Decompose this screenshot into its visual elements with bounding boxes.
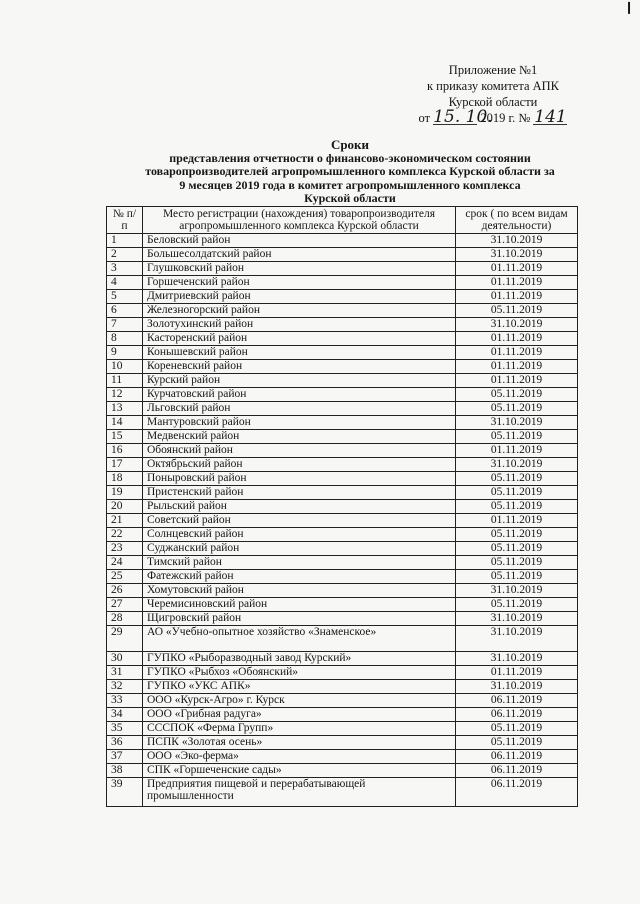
- row-name: Предприятия пищевой и перерабатывающей промышленности: [143, 778, 456, 807]
- row-number: 10: [107, 360, 143, 374]
- row-number: 11: [107, 374, 143, 388]
- row-number: 25: [107, 570, 143, 584]
- table-row: [107, 778, 578, 807]
- row-name: Кореневский район: [143, 360, 456, 374]
- corner-mark: ❙: [623, 0, 634, 14]
- row-date: 31.10.2019: [456, 248, 578, 262]
- table-row: [107, 262, 578, 276]
- row-date: 05.11.2019: [456, 570, 578, 584]
- table-row: [107, 290, 578, 304]
- table-header-row: [107, 207, 578, 234]
- table-row: [107, 542, 578, 556]
- row-name: СПК «Горшеченские сады»: [143, 764, 456, 778]
- table-row: [107, 570, 578, 584]
- row-number: 2: [107, 248, 143, 262]
- row-name: Мантуровский район: [143, 416, 456, 430]
- row-date: 31.10.2019: [456, 416, 578, 430]
- row-name: ГУПКО «Рыбхоз «Обоянский»: [143, 666, 456, 680]
- row-date: 01.11.2019: [456, 332, 578, 346]
- title-line-4: Курской области: [304, 191, 396, 205]
- appendix-line-2: к приказу комитета АПК: [426, 79, 560, 93]
- row-date: 31.10.2019: [456, 318, 578, 332]
- handwritten-date: 15. 10.: [433, 107, 493, 127]
- row-date: 06.11.2019: [456, 750, 578, 764]
- table-row: [107, 722, 578, 736]
- row-name: Беловский район: [143, 234, 456, 248]
- row-date: 01.11.2019: [456, 360, 578, 374]
- row-number: 24: [107, 556, 143, 570]
- row-date: 01.11.2019: [456, 514, 578, 528]
- row-date: 01.11.2019: [456, 276, 578, 290]
- row-number: 28: [107, 612, 143, 626]
- row-number: 12: [107, 388, 143, 402]
- row-date: 05.11.2019: [456, 430, 578, 444]
- row-date: 05.11.2019: [456, 486, 578, 500]
- row-number: 35: [107, 722, 143, 736]
- row-name: Тимский район: [143, 556, 456, 570]
- table-row: [107, 472, 578, 486]
- row-number: 20: [107, 500, 143, 514]
- row-name: ПСПК «Золотая осень»: [143, 736, 456, 750]
- table-row: [107, 584, 578, 598]
- row-number: 26: [107, 584, 143, 598]
- row-date: 05.11.2019: [456, 304, 578, 318]
- row-date: 05.11.2019: [456, 736, 578, 750]
- table-row: [107, 402, 578, 416]
- row-name: ООО «Курск-Агро» г. Курск: [143, 694, 456, 708]
- row-name: ГУПКО «Рыборазводный завод Курский»: [143, 652, 456, 666]
- table-row: [107, 374, 578, 388]
- deadlines-table: [106, 206, 578, 807]
- row-name: Льговский район: [143, 402, 456, 416]
- table-row: [107, 612, 578, 626]
- row-date: 01.11.2019: [456, 262, 578, 276]
- row-date: 06.11.2019: [456, 778, 578, 807]
- table-row: [107, 318, 578, 332]
- table-row: [107, 346, 578, 360]
- row-name: Пристенский район: [143, 486, 456, 500]
- row-date: 05.11.2019: [456, 472, 578, 486]
- row-number: 17: [107, 458, 143, 472]
- row-date: 05.11.2019: [456, 402, 578, 416]
- row-name: Курчатовский район: [143, 388, 456, 402]
- row-date: 06.11.2019: [456, 764, 578, 778]
- appendix-header: [378, 62, 608, 126]
- row-date: 31.10.2019: [456, 234, 578, 248]
- row-number: 34: [107, 708, 143, 722]
- table-row: [107, 528, 578, 542]
- row-name: Курский район: [143, 374, 456, 388]
- row-number: 6: [107, 304, 143, 318]
- table-row: [107, 234, 578, 248]
- appendix-line-3: Курской области: [448, 95, 538, 109]
- table-row: [107, 332, 578, 346]
- title-heading: Сроки: [330, 137, 370, 152]
- row-date: 06.11.2019: [456, 694, 578, 708]
- row-number: 7: [107, 318, 143, 332]
- row-date: 01.11.2019: [456, 290, 578, 304]
- table-row: [107, 764, 578, 778]
- row-number: 36: [107, 736, 143, 750]
- row-date: 31.10.2019: [456, 680, 578, 694]
- row-name: ООО «Грибная радуга»: [143, 708, 456, 722]
- table-row: [107, 360, 578, 374]
- header-num: № п/п: [107, 207, 143, 234]
- row-name: Медвенский район: [143, 430, 456, 444]
- table-row: [107, 458, 578, 472]
- row-number: 32: [107, 680, 143, 694]
- row-date: 01.11.2019: [456, 666, 578, 680]
- row-name: АО «Учебно-опытное хозяйство «Знаменское»: [143, 626, 456, 652]
- handwritten-order-number: 141: [534, 107, 567, 127]
- table-row: [107, 736, 578, 750]
- row-name: Дмитриевский район: [143, 290, 456, 304]
- row-name: Железногорский район: [143, 304, 456, 318]
- row-number: 23: [107, 542, 143, 556]
- table-row: [107, 666, 578, 680]
- table-row: [107, 248, 578, 262]
- row-name: Большесолдатский район: [143, 248, 456, 262]
- table-row: [107, 680, 578, 694]
- row-date: 01.11.2019: [456, 374, 578, 388]
- table-row: [107, 416, 578, 430]
- table-row: [107, 556, 578, 570]
- row-date: 01.11.2019: [456, 346, 578, 360]
- table-row: [107, 486, 578, 500]
- row-name: Конышевский район: [143, 346, 456, 360]
- row-name: Советский район: [143, 514, 456, 528]
- table-row: [107, 388, 578, 402]
- row-number: 13: [107, 402, 143, 416]
- table-row: [107, 694, 578, 708]
- date-year: 2019 г. №: [480, 111, 531, 125]
- row-date: 31.10.2019: [456, 612, 578, 626]
- row-number: 39: [107, 778, 143, 807]
- table-row: [107, 430, 578, 444]
- row-date: 05.11.2019: [456, 528, 578, 542]
- row-name: Рыльский район: [143, 500, 456, 514]
- row-number: 15: [107, 430, 143, 444]
- row-number: 37: [107, 750, 143, 764]
- row-number: 27: [107, 598, 143, 612]
- row-name: Фатежский район: [143, 570, 456, 584]
- row-date: 05.11.2019: [456, 542, 578, 556]
- table-row: [107, 626, 578, 652]
- table-row: [107, 598, 578, 612]
- row-number: 14: [107, 416, 143, 430]
- row-name: ГУПКО «УКС АПК»: [143, 680, 456, 694]
- row-number: 16: [107, 444, 143, 458]
- date-prefix: от: [418, 111, 431, 125]
- row-name: Черемисиновский район: [143, 598, 456, 612]
- row-number: 8: [107, 332, 143, 346]
- row-name: ООО «Эко-ферма»: [143, 750, 456, 764]
- row-name: Октябрьский район: [143, 458, 456, 472]
- title-line-3: 9 месяцев 2019 года в комитет агропромышленного комплекса: [179, 177, 521, 192]
- header-term: срок ( по всем видам деятельности): [456, 207, 578, 234]
- table-row: [107, 652, 578, 666]
- table-row: [107, 444, 578, 458]
- row-date: 31.10.2019: [456, 458, 578, 472]
- table-body: [107, 234, 578, 807]
- table-row: [107, 304, 578, 318]
- row-date: 05.11.2019: [456, 598, 578, 612]
- document-title: [100, 138, 600, 206]
- row-name: Суджанский район: [143, 542, 456, 556]
- row-number: 18: [107, 472, 143, 486]
- header-place: Место регистрации (нахождения) товаропроизводителя агропромышленного комплекса Курской области: [143, 207, 456, 234]
- table-row: [107, 514, 578, 528]
- row-date: 05.11.2019: [456, 500, 578, 514]
- row-number: 5: [107, 290, 143, 304]
- table-row: [107, 276, 578, 290]
- title-line-1: представления отчетности о финансово-экономическом состоянии: [169, 150, 531, 165]
- row-number: 21: [107, 514, 143, 528]
- appendix-date-line: [378, 107, 608, 127]
- row-number: 30: [107, 652, 143, 666]
- row-name: Касторенский район: [143, 332, 456, 346]
- table-row: [107, 708, 578, 722]
- row-date: 05.11.2019: [456, 556, 578, 570]
- row-number: 19: [107, 486, 143, 500]
- row-date: 31.10.2019: [456, 652, 578, 666]
- row-name: Щигровский район: [143, 612, 456, 626]
- row-number: 29: [107, 626, 143, 652]
- row-name: Поныровский район: [143, 472, 456, 486]
- row-name: Золотухинский район: [143, 318, 456, 332]
- row-number: 1: [107, 234, 143, 248]
- row-date: 05.11.2019: [456, 722, 578, 736]
- row-date: 31.10.2019: [456, 626, 578, 652]
- title-line-2: товаропроизводителей агропромышленного комплекса Курской области за: [145, 164, 555, 178]
- row-number: 33: [107, 694, 143, 708]
- row-number: 3: [107, 262, 143, 276]
- row-date: 05.11.2019: [456, 388, 578, 402]
- row-name: Глушковский район: [143, 262, 456, 276]
- row-name: СССПОК «Ферма Групп»: [143, 722, 456, 736]
- appendix-line-1: Приложение №1: [448, 63, 538, 77]
- table-row: [107, 750, 578, 764]
- table-row: [107, 500, 578, 514]
- row-name: Горшеченский район: [143, 276, 456, 290]
- row-name: Обоянский район: [143, 444, 456, 458]
- row-number: 4: [107, 276, 143, 290]
- row-number: 31: [107, 666, 143, 680]
- row-number: 22: [107, 528, 143, 542]
- row-number: 38: [107, 764, 143, 778]
- row-number: 9: [107, 346, 143, 360]
- row-date: 31.10.2019: [456, 584, 578, 598]
- row-name: Солнцевский район: [143, 528, 456, 542]
- row-date: 06.11.2019: [456, 708, 578, 722]
- row-name: Хомутовский район: [143, 584, 456, 598]
- row-date: 01.11.2019: [456, 444, 578, 458]
